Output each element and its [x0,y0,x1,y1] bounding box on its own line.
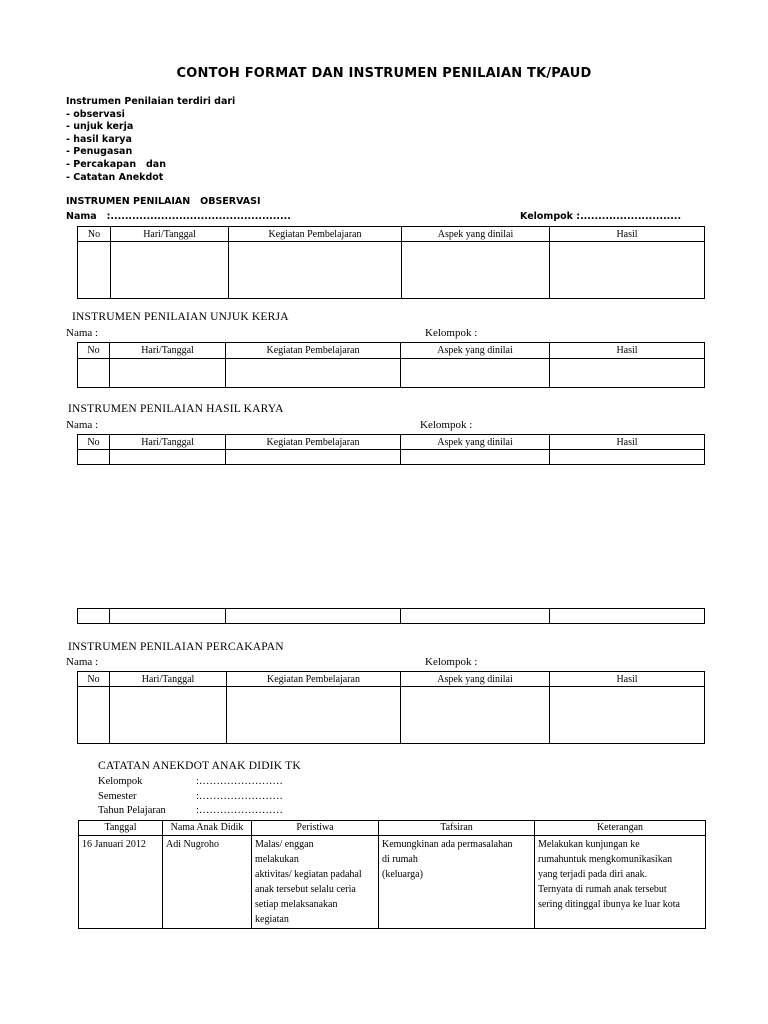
tafsiran-line: di rumah [382,854,418,865]
col-header-aspek: Aspek yang dinilai [401,435,550,450]
cell-tafsiran [379,836,535,929]
intro-item: - Catatan Anekdot [66,171,164,183]
table-cell [78,359,110,388]
table-row [78,609,705,624]
keterangan-line: rumahuntuk mengkomunikasikan [538,854,673,865]
table-row [78,687,705,744]
keterangan-line: Melakukan kunjungan ke [538,839,640,850]
col-header-peristiwa: Peristiwa [252,821,379,836]
table-cell [550,609,705,624]
meta-row-tahun-pelajaran [98,804,398,819]
percakapan-table [77,671,705,744]
col-header-kegiatan: Kegiatan Pembelajaran [226,343,401,359]
table-cell [226,359,401,388]
table-cell [550,687,705,744]
tafsiran-line: Kemungkinan ada permasalahan [382,839,513,850]
percakapan-kelompok-field: Kelompok : [425,656,478,668]
col-header-kegiatan: Kegiatan Pembelajaran [227,672,401,687]
peristiwa-line: kegiatan [255,914,289,925]
observasi-kelompok-field: Kelompok :............................ [520,211,682,222]
meta-label: Tahun Pelajaran [98,805,166,816]
col-header-keterangan: Keterangan [535,821,706,836]
hasil-karya-heading: INSTRUMEN PENILAIAN HASIL KARYA [68,403,284,415]
keterangan-line: yang terjadi pada diri anak. [538,869,648,880]
hasil-karya-kelompok-field: Kelompok : [420,419,473,431]
intro-item: - Penugasan [66,146,133,158]
col-header-kegiatan: Kegiatan Pembelajaran [226,435,401,450]
table-cell [226,450,401,465]
intro-list [66,96,235,184]
col-header-tafsiran: Tafsiran [379,821,535,836]
percakapan-nama-field: Nama : [66,656,99,668]
col-header-aspek: Aspek yang dinilai [402,227,550,242]
table-cell [78,242,111,299]
col-header-hasil: Hasil [550,227,705,242]
intro-item: - observasi [66,108,125,120]
cell-nama-anak: Adi Nugroho [163,836,252,929]
meta-label: Kelompok [98,776,143,787]
col-header-hari-tanggal: Hari/Tanggal [111,227,229,242]
col-header-aspek: Aspek yang dinilai [401,343,550,359]
table-cell [227,687,401,744]
cell-tanggal: 16 Januari 2012 [79,836,163,929]
unjuk-kerja-nama-field: Nama : [66,327,99,339]
table-cell [401,450,550,465]
unjuk-kerja-kelompok-field: Kelompok : [425,327,478,339]
col-header-aspek: Aspek yang dinilai [401,672,550,687]
peristiwa-line: Malas/ enggan [255,839,314,850]
table-row [78,359,705,388]
anekdot-table [78,820,706,929]
table-cell [550,242,705,299]
cell-peristiwa [252,836,379,929]
unjuk-kerja-heading: INSTRUMEN PENILAIAN UNJUK KERJA [72,311,289,323]
peristiwa-line: aktivitas/ kegiatan padahal [255,869,362,880]
page-title: CONTOH FORMAT DAN INSTRUMEN PENILAIAN TK/PAUD [176,66,592,81]
meta-label: Semester [98,790,137,802]
table-cell [229,242,402,299]
col-header-kegiatan: Kegiatan Pembelajaran [229,227,402,242]
table-cell [110,687,227,744]
percakapan-heading: INSTRUMEN PENILAIAN PERCAKAPAN [68,641,284,653]
table-cell [401,687,550,744]
intro-heading: Instrumen Penilaian terdiri dari [66,96,236,107]
tafsiran-line: (keluarga) [382,869,423,880]
col-header-hasil: Hasil [550,343,705,359]
intro-item: - unjuk kerja [66,121,134,133]
table-cell [401,359,550,388]
hasil-karya-table [77,434,705,465]
intro-item: - Percakapan dan [66,158,166,170]
cell-keterangan [535,836,706,929]
table-cell [226,609,401,624]
table-cell [111,242,229,299]
peristiwa-line: setiap melaksanakan [255,899,338,910]
table-row [78,242,705,299]
col-header-hasil: Hasil [550,435,705,450]
table-cell [78,687,110,744]
keterangan-line: sering ditinggal ibunya ke luar kota [538,899,680,910]
col-header-no: No [78,227,111,242]
peristiwa-line: anak tersebut selalu ceria [255,884,356,895]
table-cell [402,242,550,299]
meta-value: :…………………… [196,776,283,787]
peristiwa-line: melakukan [255,854,299,865]
table-cell [110,609,226,624]
table-cell [78,450,110,465]
meta-value: :…………………… [196,805,283,816]
observasi-nama-field: Nama :.................................................. [66,211,291,222]
intro-item: - hasil karya [66,133,132,145]
meta-value: :…………………… [196,790,283,802]
hasil-karya-nama-field: Nama : [66,419,99,431]
col-header-hari-tanggal: Hari/Tanggal [110,672,227,687]
col-header-hari-tanggal: Hari/Tanggal [110,435,226,450]
table-row [79,836,706,929]
anekdot-meta [98,775,398,819]
table-cell [110,450,226,465]
col-header-hari-tanggal: Hari/Tanggal [110,343,226,359]
anekdot-heading: CATATAN ANEKDOT ANAK DIDIK TK [98,760,301,772]
table-cell [550,359,705,388]
observasi-heading: INSTRUMEN PENILAIAN OBSERVASI [66,196,261,207]
table-cell [550,450,705,465]
table-row [78,450,705,465]
col-header-no: No [78,672,110,687]
col-header-hasil: Hasil [550,672,705,687]
col-header-no: No [78,435,110,450]
table-cell [110,359,226,388]
observasi-table [77,226,705,299]
hasil-karya-table-continued [77,608,705,624]
col-header-no: No [78,343,110,359]
table-cell [78,609,110,624]
col-header-tanggal: Tanggal [79,821,163,836]
meta-row-kelompok [98,775,398,790]
col-header-nama-anak-didik: Nama Anak Didik [163,821,252,836]
meta-row-semester [98,790,398,805]
table-cell [401,609,550,624]
unjuk-kerja-table [77,342,705,388]
keterangan-line: Ternyata di rumah anak tersebut [538,884,667,895]
